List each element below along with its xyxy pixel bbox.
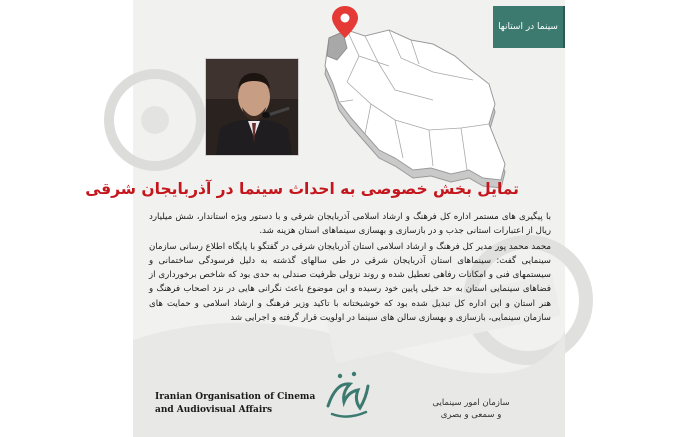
organisation-name-fa-line2: و سمعی و بصری xyxy=(440,410,502,420)
category-label: سینما در استانها xyxy=(498,22,558,32)
organisation-name-fa-line1: سازمان امور سینمایی xyxy=(432,398,510,408)
article-paragraph: محمد محمد پور مدیر کل فرهنگ و ارشاد اسلامی استان آذربایجان شرقی در گفتگو با پایگاه اطلاع رسانی سازمان سینمایی گفت: سینماهای استان آذربایجان شرقی در طی سالهای گذشته به دلیل فرسودگی ساختمانی و سیستمهای فنی و امکانات رفاهی تعطیل شده و روند نزولی ظرفیت صندلی به حدی بود که شاخص برخورداری از فضاهای سینمایی استان به حد خیلی پایین خود رسیده و این موضوع باعث نگرانی هایی در نزد اصحاب فرهنگ و هنر استان و این اداره کل تبدیل شده بود که خوشبختانه با تاکید وزیر فرهنگ و ارشاد اسلامی و حمایت های سازمان سینمایی، بازسازی و بهسازی سالن های سینما در اولویت قرار گرفته و اجرایی شد xyxy=(149,242,551,323)
organisation-name-fa xyxy=(411,397,531,421)
organisation-logo-icon xyxy=(314,362,380,428)
organisation-name-en xyxy=(155,391,315,417)
article-headline: تمایل بخش خصوصی به احداث سینما در آذربایجان شرقی xyxy=(85,180,519,198)
article-paragraph: با پیگیری های مستمر اداره کل فرهنگ و ارشاد اسلامی آذربایجان شرقی و با دستور ویژه استاندار، شش میلیارد ریال از اعتبارات استانی جذب و در بازسازی و بهسازی سینماهای استان هزینه شد. xyxy=(149,212,551,237)
article-body xyxy=(149,210,551,327)
news-card xyxy=(85,0,565,437)
speaker-photo xyxy=(205,58,299,156)
category-badge xyxy=(493,6,563,48)
organisation-name-en-line2: and Audiovisual Affairs xyxy=(155,405,273,415)
organisation-name-en-line1: Iranian Organisation of Cinema xyxy=(155,392,316,402)
